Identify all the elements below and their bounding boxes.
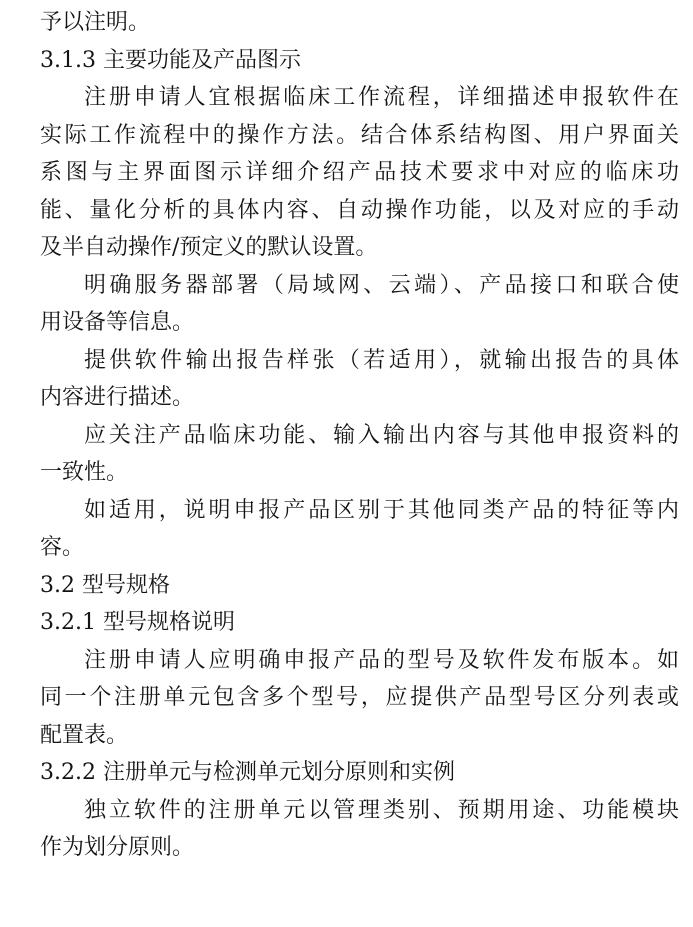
paragraph-line: 同一个注册单元包含多个型号，应提供产品型号区分列表或 xyxy=(40,685,679,710)
paragraph-first-line: 提供软件输出报告样张（若适用），就输出报告的具体 xyxy=(84,347,679,373)
section-heading: 3.2.1 型号规格说明 xyxy=(40,610,235,635)
paragraph-last-line: 予以注明。 xyxy=(40,10,151,35)
paragraph-first-line: 应关注产品临床功能、输入输出内容与其他申报资料的 xyxy=(84,422,679,448)
section-heading: 3.2 型号规格 xyxy=(40,572,170,598)
paragraph-last-line: 一致性。 xyxy=(40,460,129,485)
paragraph-first-line: 如适用，说明申报产品区别于其他同类产品的特征等内 xyxy=(84,497,679,523)
paragraph-line: 能、量化分析的具体内容、自动操作功能，以及对应的手动 xyxy=(40,197,679,223)
paragraph-first-line: 注册申请人应明确申报产品的型号及软件发布版本。如 xyxy=(84,647,679,673)
paragraph-first-line: 独立软件的注册单元以管理类别、预期用途、功能模块 xyxy=(84,797,679,823)
paragraph-first-line: 注册申请人宜根据临床工作流程，详细描述申报软件在 xyxy=(84,85,679,110)
paragraph-last-line: 配置表。 xyxy=(40,722,129,748)
paragraph-line: 实际工作流程中的操作方法。结合体系结构图、用户界面关 xyxy=(40,122,679,148)
paragraph-last-line: 作为划分原则。 xyxy=(40,835,195,860)
paragraph-last-line: 容。 xyxy=(40,535,85,560)
section-heading: 3.1.3 主要功能及产品图示 xyxy=(40,47,301,73)
paragraph-last-line: 及半自动操作/预定义的默认设置。 xyxy=(40,235,378,260)
paragraph-last-line: 用设备等信息。 xyxy=(40,310,195,335)
paragraph-last-line: 内容进行描述。 xyxy=(40,385,195,410)
paragraph-first-line: 明确服务器部署（局域网、云端）、产品接口和联合使 xyxy=(84,272,679,298)
section-heading: 3.2.2 注册单元与检测单元划分原则和实例 xyxy=(40,760,455,785)
paragraph-line: 系图与主界面图示详细介绍产品技术要求中对应的临床功 xyxy=(40,160,679,185)
